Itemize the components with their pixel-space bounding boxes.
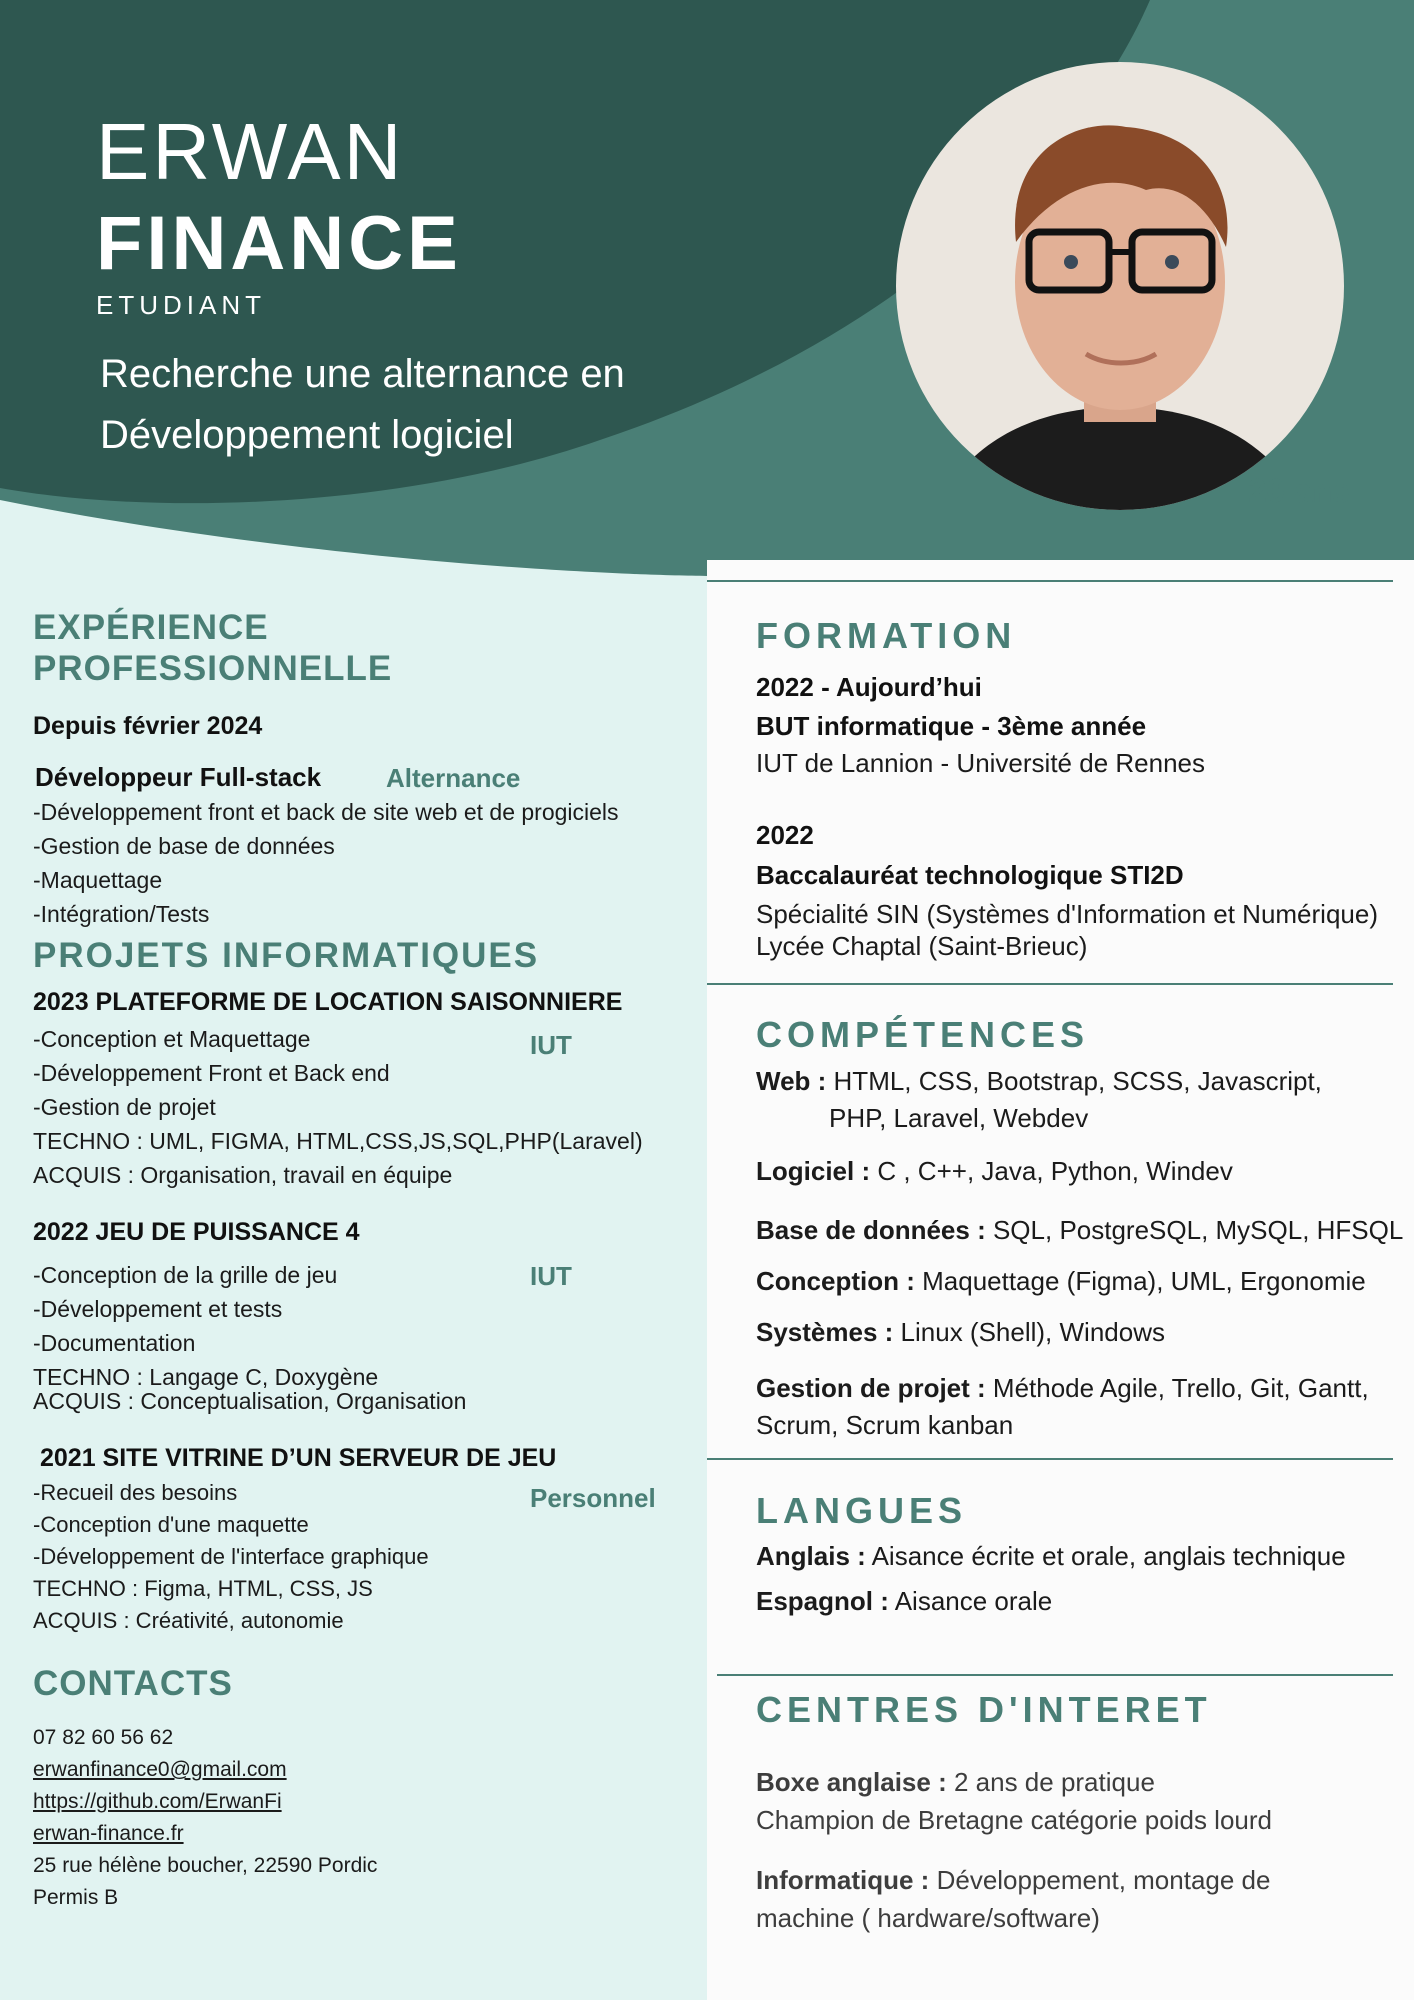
- skill-web: [756, 1065, 1322, 1099]
- formation-2-speciality: Spécialité SIN (Systèmes d'Information et Numérique): [756, 899, 1378, 929]
- interest-it-label: Informatique :: [756, 1865, 930, 1895]
- list-item: -Intégration/Tests: [33, 901, 210, 927]
- skill-design-value: Maquettage (Figma), UML, Ergonomie: [922, 1266, 1366, 1296]
- project-1-details: [33, 1022, 643, 1192]
- project-2-title: 2022 JEU DE PUISSANCE 4: [33, 1218, 360, 1246]
- skill-web-value: HTML, CSS, Bootstrap, SCSS, Javascript,: [833, 1066, 1322, 1096]
- skill-database-label: Base de données :: [756, 1215, 986, 1245]
- experience-since: Depuis février 2024: [33, 712, 263, 740]
- project-2-techno: TECHNO : Langage C, Doxygène: [33, 1364, 379, 1390]
- interest-boxing-label: Boxe anglaise :: [756, 1767, 947, 1797]
- divider: [707, 983, 1393, 985]
- skill-web-value-2: PHP, Laravel, Webdev: [829, 1103, 1089, 1133]
- skill-pm-value-2: Scrum, Scrum kanban: [756, 1410, 1014, 1440]
- formation-title: FORMATION: [756, 615, 1017, 656]
- skill-web-label: Web :: [756, 1066, 827, 1096]
- languages-title: LANGUES: [756, 1490, 968, 1531]
- email-link[interactable]: erwanfinance0@gmail.com: [33, 1758, 287, 1781]
- address: 25 rue hélène boucher, 22590 Pordic: [33, 1854, 378, 1877]
- experience-role-tag: Alternance: [386, 763, 521, 793]
- formation-1-degree: BUT informatique - 3ème année: [756, 711, 1147, 741]
- objective-line-1: Recherche une alternance en: [100, 352, 625, 396]
- project-1-techno: TECHNO : UML, FIGMA, HTML,CSS,JS,SQL,PHP(Laravel): [33, 1128, 643, 1154]
- list-item: -Développement Front et Back end: [33, 1060, 390, 1086]
- skill-software: [756, 1155, 1233, 1189]
- list-item: -Gestion de projet: [33, 1094, 216, 1120]
- experience-title-line-2: PROFESSIONNELLE: [33, 649, 393, 689]
- project-1-title: 2023 PLATEFORME DE LOCATION SAISONNIERE: [33, 988, 623, 1016]
- project-3-acquis: ACQUIS : Créativité, autonomie: [33, 1608, 344, 1633]
- experience-title: [33, 607, 392, 690]
- project-2-details: [33, 1258, 466, 1418]
- profile-photo: [896, 62, 1344, 510]
- divider: [707, 580, 1393, 582]
- last-name: FINANCE: [96, 201, 462, 286]
- divider: [707, 1458, 1393, 1460]
- formation-2-school: Lycée Chaptal (Saint-Brieuc): [756, 931, 1088, 961]
- project-3-tag: Personnel: [530, 1483, 656, 1513]
- status-label: ETUDIANT: [96, 290, 266, 320]
- experience-role: Développeur Full-stack: [35, 762, 322, 792]
- experience-title-line-1: EXPÉRIENCE: [33, 608, 269, 647]
- skill-pm-label: Gestion de projet :: [756, 1373, 986, 1403]
- skill-software-label: Logiciel :: [756, 1156, 871, 1186]
- formation-1-date: 2022 - Aujourd’hui: [756, 672, 982, 702]
- divider: [717, 1674, 1393, 1676]
- interest-it-line-2: machine ( hardware/software): [756, 1903, 1100, 1933]
- list-item: -Recueil des besoins: [33, 1480, 238, 1505]
- language-english-label: Anglais :: [756, 1541, 866, 1571]
- skill-database: [756, 1214, 1403, 1248]
- skill-systems-label: Systèmes :: [756, 1317, 894, 1347]
- contacts-title: CONTACTS: [33, 1664, 233, 1703]
- project-3-title: 2021 SITE VITRINE D’UN SERVEUR DE JEU: [40, 1444, 557, 1472]
- language-spanish-value: Aisance orale: [894, 1586, 1053, 1616]
- skill-systems-value: Linux (Shell), Windows: [900, 1317, 1165, 1347]
- formation-1-school: IUT de Lannion - Université de Rennes: [756, 748, 1205, 778]
- objective: [100, 344, 700, 466]
- experience-list: [33, 795, 619, 931]
- skill-software-value: C , C++, Java, Python, Windev: [877, 1156, 1233, 1186]
- skill-systems: [756, 1316, 1165, 1350]
- language-spanish: [756, 1585, 1052, 1619]
- project-3-details: [33, 1477, 429, 1637]
- skill-database-value: SQL, PostgreSQL, MySQL, HFSQL: [992, 1215, 1404, 1245]
- interest-it: [756, 1864, 1270, 1898]
- interest-boxing-line-2: Champion de Bretagne catégorie poids lourd: [756, 1805, 1273, 1835]
- formation-2-degree: Baccalauréat technologique STI2D: [756, 860, 1184, 890]
- projects-title: PROJETS INFORMATIQUES: [33, 936, 540, 975]
- list-item: -Maquettage: [33, 867, 163, 893]
- formation-2-date: 2022: [756, 820, 814, 850]
- skill-design: [756, 1265, 1366, 1299]
- project-1-tag: IUT: [530, 1030, 572, 1060]
- phone-number: 07 82 60 56 62: [33, 1726, 174, 1749]
- list-item: -Conception de la grille de jeu: [33, 1262, 338, 1288]
- interest-it-value: Développement, montage de: [936, 1865, 1271, 1895]
- skill-design-label: Conception :: [756, 1266, 915, 1296]
- list-item: -Conception d'une maquette: [33, 1512, 309, 1537]
- list-item: -Développement et tests: [33, 1296, 283, 1322]
- contacts-list: [33, 1722, 377, 1914]
- skill-pm-value: Méthode Agile, Trello, Git, Gantt,: [992, 1373, 1369, 1403]
- interest-boxing: [756, 1766, 1155, 1800]
- list-item: -Conception et Maquettage: [33, 1026, 311, 1052]
- list-item: -Développement front et back de site web et de progiciels: [33, 799, 619, 825]
- driving-permit: Permis B: [33, 1886, 119, 1909]
- project-2-acquis: ACQUIS : Conceptualisation, Organisation: [33, 1388, 467, 1414]
- list-item: -Documentation: [33, 1330, 196, 1356]
- skill-project-management: [756, 1372, 1369, 1406]
- interest-boxing-value: 2 ans de pratique: [953, 1767, 1155, 1797]
- website-link[interactable]: erwan-finance.fr: [33, 1822, 184, 1845]
- language-english: [756, 1540, 1346, 1574]
- project-1-acquis: ACQUIS : Organisation, travail en équipe: [33, 1162, 453, 1188]
- age-label: 20 ans: [1248, 472, 1351, 509]
- skills-title: COMPÉTENCES: [756, 1014, 1090, 1055]
- list-item: -Développement de l'interface graphique: [33, 1544, 429, 1569]
- project-3-techno: TECHNO : Figma, HTML, CSS, JS: [33, 1576, 373, 1601]
- first-name: ERWAN: [96, 107, 405, 196]
- objective-line-2: Développement logiciel: [100, 412, 514, 457]
- list-item: -Gestion de base de données: [33, 833, 335, 859]
- github-link[interactable]: https://github.com/ErwanFi: [33, 1790, 282, 1813]
- project-2-tag: IUT: [530, 1261, 572, 1291]
- language-english-value: Aisance écrite et orale, anglais technique: [871, 1541, 1346, 1571]
- interests-title: CENTRES D'INTERET: [756, 1689, 1212, 1730]
- language-spanish-label: Espagnol :: [756, 1586, 889, 1616]
